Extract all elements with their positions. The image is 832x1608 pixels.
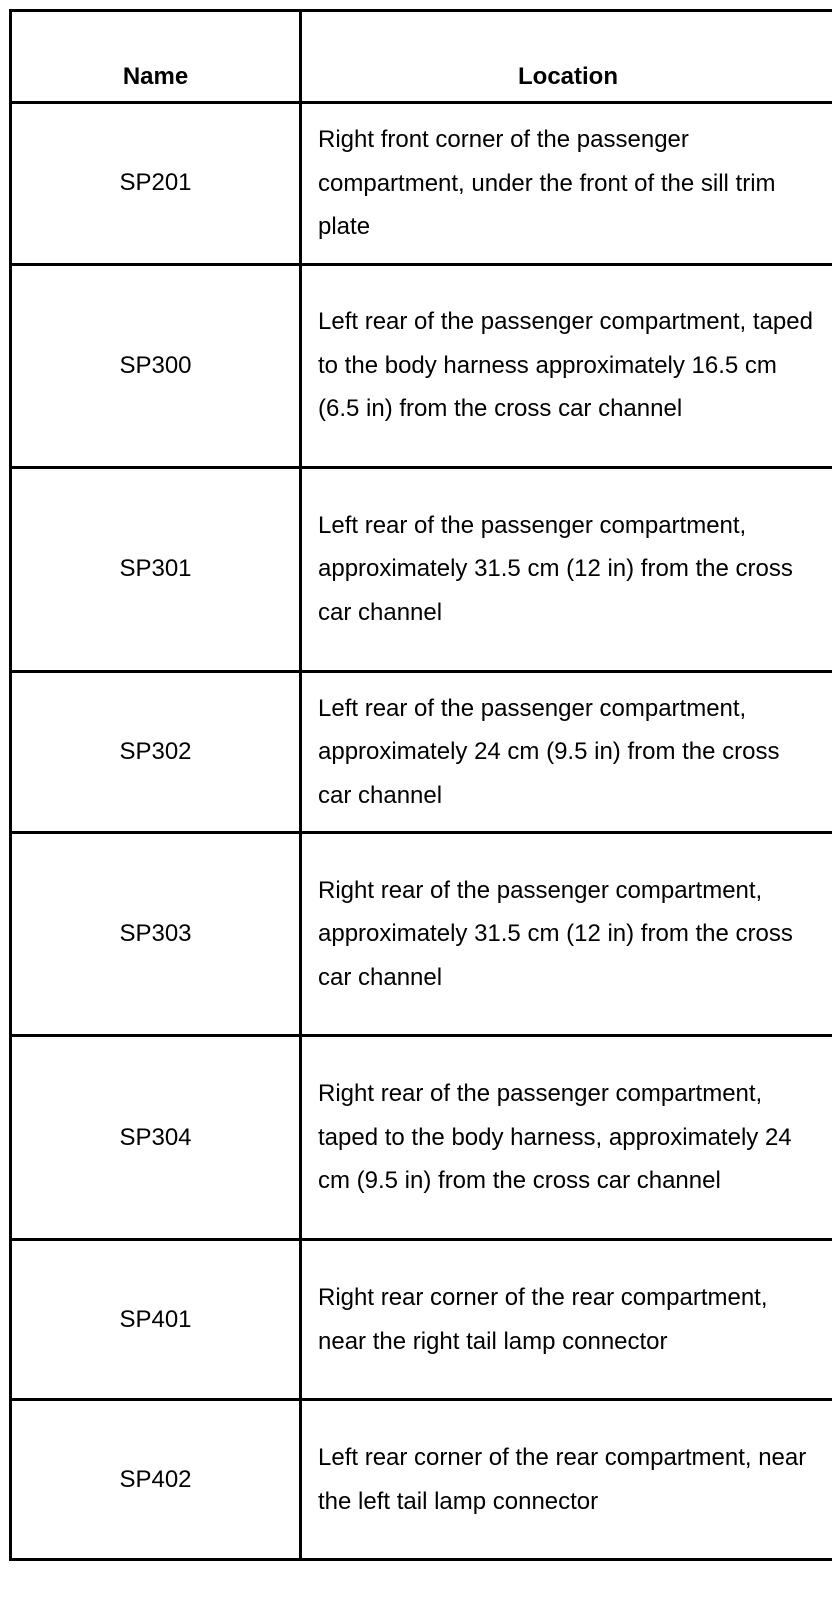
table-row xyxy=(11,833,832,1036)
splice-location-cell: Left rear of the passenger compartment, approximately 24 cm (9.5 in) from the cross car channel xyxy=(301,671,832,833)
splice-location-table xyxy=(9,9,832,1561)
table-row xyxy=(11,264,832,467)
table-row xyxy=(11,671,832,833)
splice-name-cell: SP402 xyxy=(11,1400,301,1560)
splice-name-cell: SP301 xyxy=(11,467,301,671)
table-header-row xyxy=(11,11,832,103)
table-row xyxy=(11,1036,832,1240)
splice-name-cell: SP302 xyxy=(11,671,301,833)
splice-location-cell: Right front corner of the passenger compartment, under the front of the sill trim plate xyxy=(301,103,832,265)
splice-location-cell: Right rear of the passenger compartment, approximately 31.5 cm (12 in) from the cross car channel xyxy=(301,833,832,1036)
table-row xyxy=(11,1240,832,1400)
table-row xyxy=(11,467,832,671)
table-row xyxy=(11,103,832,265)
column-header-name: Name xyxy=(11,11,301,103)
splice-name-cell: SP401 xyxy=(11,1240,301,1400)
splice-name-cell: SP303 xyxy=(11,833,301,1036)
splice-location-cell: Left rear of the passenger compartment, approximately 31.5 cm (12 in) from the cross car channel xyxy=(301,467,832,671)
splice-location-cell: Left rear corner of the rear compartment, near the left tail lamp connector xyxy=(301,1400,832,1560)
splice-name-cell: SP300 xyxy=(11,264,301,467)
splice-name-cell: SP201 xyxy=(11,103,301,265)
table-row xyxy=(11,1400,832,1560)
splice-location-cell: Right rear corner of the rear compartment, near the right tail lamp connector xyxy=(301,1240,832,1400)
column-header-location: Location xyxy=(301,11,832,103)
splice-location-cell: Right rear of the passenger compartment, taped to the body harness, approximately 24 cm (9.5 in) from the cross car channel xyxy=(301,1036,832,1240)
splice-name-cell: SP304 xyxy=(11,1036,301,1240)
splice-location-cell: Left rear of the passenger compartment, taped to the body harness approximately 16.5 cm (6.5 in) from the cross car channel xyxy=(301,264,832,467)
